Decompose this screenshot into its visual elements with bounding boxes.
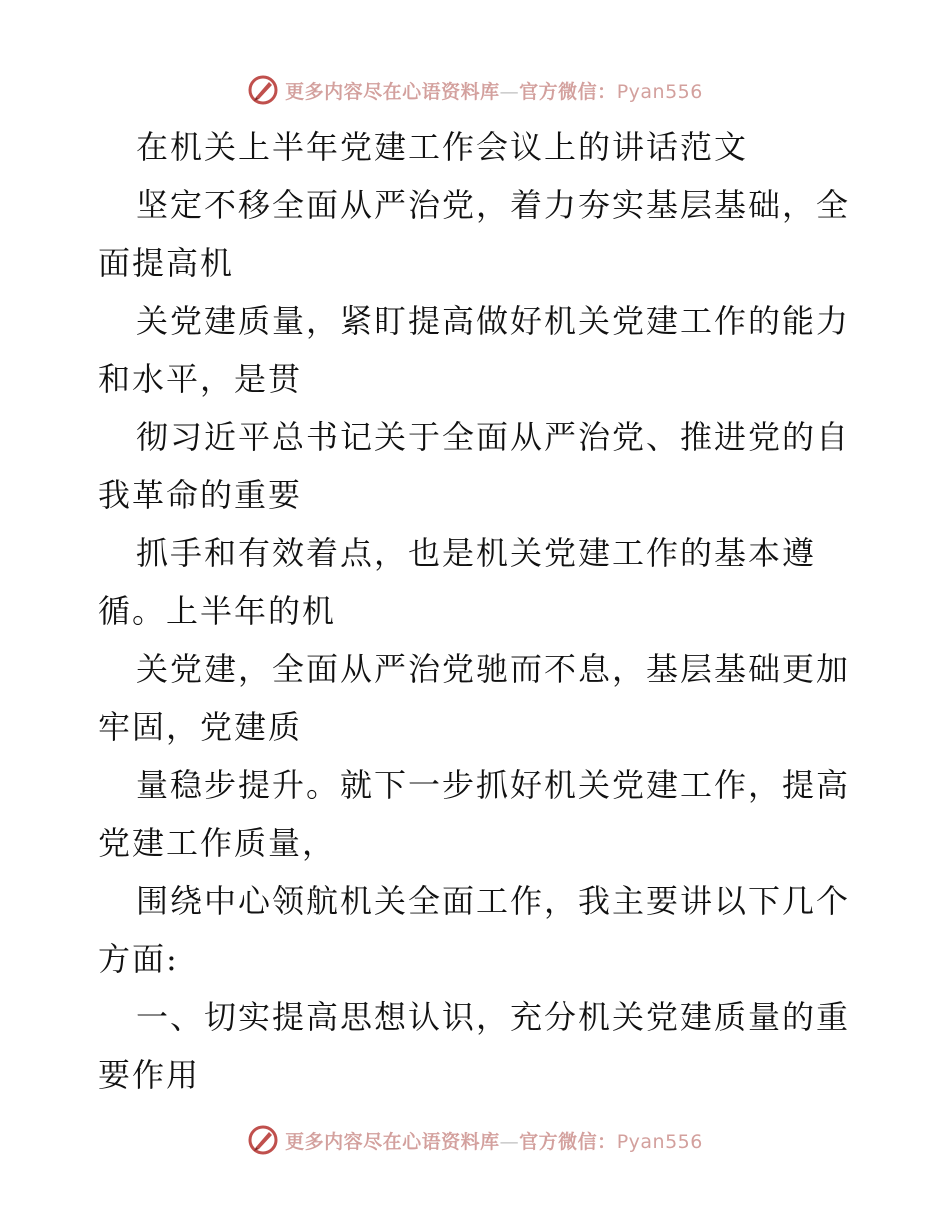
- watermark-site: 更多内容尽在心语资料库: [285, 80, 500, 103]
- paragraph-2: [98, 292, 858, 408]
- paragraph-6-line-2: 党建工作质量，: [98, 824, 337, 862]
- paragraph-3: [98, 408, 858, 524]
- pen-logo-icon: [247, 1124, 279, 1156]
- paragraph-3-line-2: 我革命的重要: [98, 476, 303, 514]
- paragraph-4-line-2: 循。上半年的机: [98, 592, 337, 630]
- watermark-separator: —: [499, 1130, 520, 1153]
- paragraph-7-line-2: 方面:: [98, 940, 179, 978]
- paragraph-8-heading: [98, 988, 858, 1104]
- paragraph-4: [98, 524, 858, 640]
- paragraph-1-line-2: 面提高机: [98, 244, 235, 282]
- watermark-text: [285, 1127, 703, 1154]
- watermark-contact: 官方微信：: [519, 1130, 617, 1153]
- paragraph-7-line-1: 围绕中心领航机关全面工作，我主要讲以下几个: [136, 882, 851, 920]
- paragraph-5-line-2: 牢固，党建质: [98, 708, 303, 746]
- paragraph-7: [98, 872, 858, 988]
- document-body: [98, 118, 858, 1104]
- watermark-separator: —: [499, 80, 520, 103]
- paragraph-1: [98, 176, 858, 292]
- pen-logo-icon: [247, 74, 279, 106]
- paragraph-2-line-2: 和水平，是贯: [98, 360, 303, 398]
- footer-watermark: [0, 1120, 950, 1160]
- paragraph-1-line-1: 坚定不移全面从严治党，着力夯实基层基础，全: [136, 186, 851, 224]
- watermark-id: Pyan556: [616, 80, 703, 103]
- paragraph-6: [98, 756, 858, 872]
- watermark-text: [285, 77, 703, 104]
- paragraph-6-line-1: 量稳步提升。就下一步抓好机关党建工作，提高: [136, 766, 851, 804]
- paragraph-3-line-1: 彻习近平总书记关于全面从严治党、推进党的自: [136, 418, 851, 456]
- watermark-contact: 官方微信：: [519, 80, 617, 103]
- watermark-id: Pyan556: [616, 1130, 703, 1153]
- document-title: 在机关上半年党建工作会议上的讲话范文: [136, 128, 749, 166]
- paragraph-8-line-1: 一、切实提高思想认识，充分机关党建质量的重: [136, 998, 851, 1036]
- paragraph-5-line-1: 关党建，全面从严治党驰而不息，基层基础更加: [136, 650, 851, 688]
- paragraph-4-line-1: 抓手和有效着点，也是机关党建工作的基本遵: [136, 534, 817, 572]
- paragraph-5: [98, 640, 858, 756]
- paragraph-8-line-2: 要作用: [98, 1056, 201, 1094]
- watermark-site: 更多内容尽在心语资料库: [285, 1130, 500, 1153]
- paragraph-2-line-1: 关党建质量，紧盯提高做好机关党建工作的能力: [136, 302, 851, 340]
- header-watermark: [0, 70, 950, 110]
